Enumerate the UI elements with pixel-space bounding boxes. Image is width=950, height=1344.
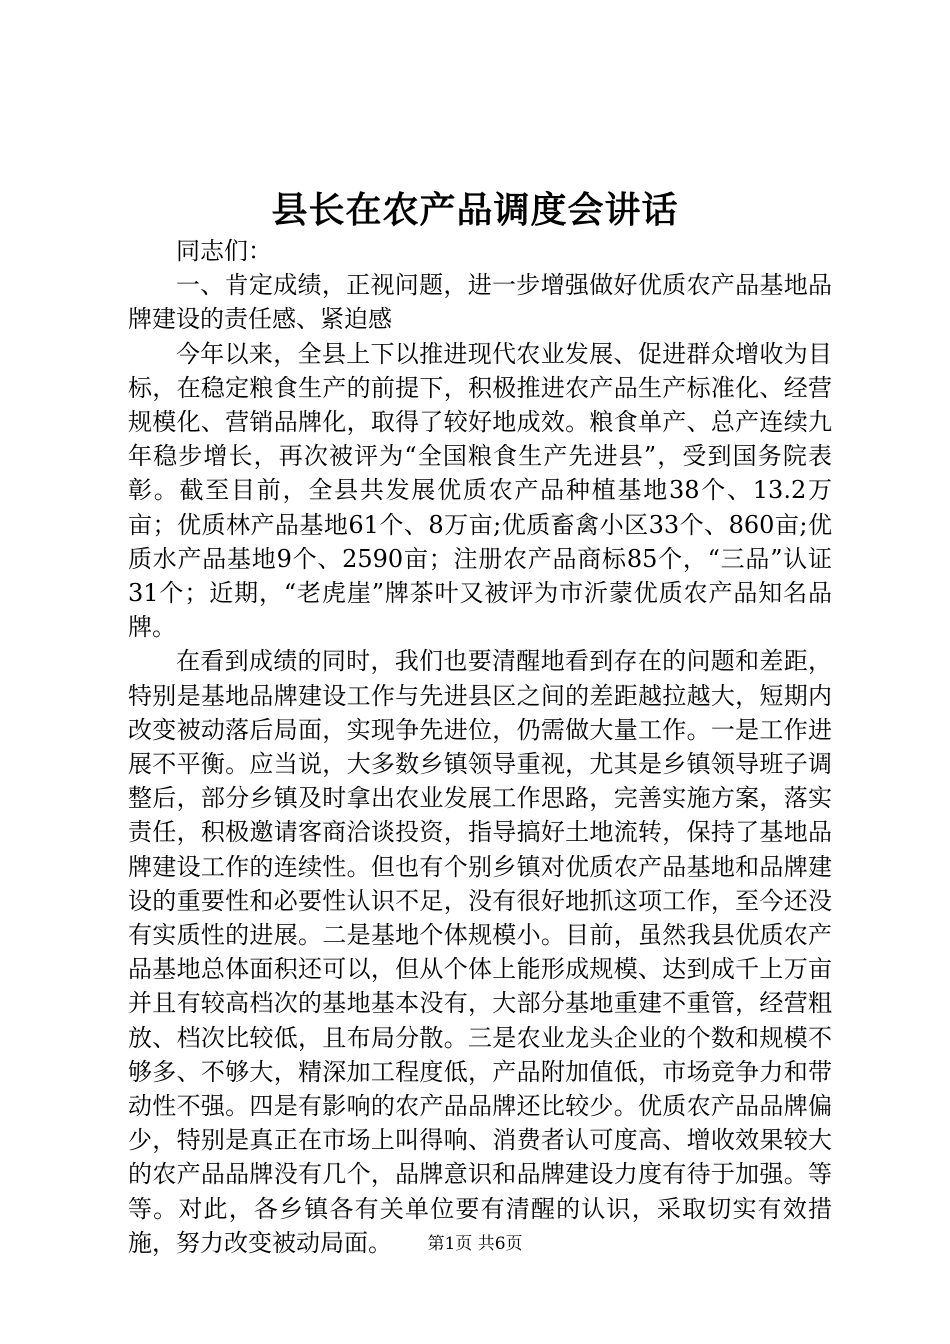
document-title: 县长在农产品调度会讲话: [271, 189, 679, 231]
salutation-paragraph: 同志们：: [176, 237, 272, 265]
document-body: [128, 234, 832, 1260]
page-number-footer: 第1页 共6页: [427, 1234, 523, 1254]
problems-paragraph: 在看到成绩的同时，我们也要清醒地看到存在的问题和差距，特别是基地品牌建设工作与先进县区之间的差距越拉越大，短期内改变被动落后局面，实现争先进位，仍需做大量工作。一是工作进展不平衡。应当说，大多数乡镇领导重视，尤其是乡镇领导班子调整后，部分乡镇及时拿出农业发展工作思路，完善实施方案，落实责任，积极邀请客商洽谈投资，指导搞好土地流转，保持了基地品牌建设工作的连续性。但也有个别乡镇对优质农产品基地和品牌建设的重要性和必要性认识不足，没有很好地抓这项工作，至今还没有实质性的进展。二是基地个体规模小。目前，虽然我县优质农产品基地总体面积还可以，但从个体上能形成规模、达到成千上万亩并且有较高档次的基地基本没有，大部分基地重建不重管，经营粗放、档次比较低，且布局分散。三是农业龙头企业的个数和规模不够多、不够大，精深加工程度低，产品附加值低，市场竞争力和带动性不强。四是有影响的农产品品牌还比较少。优质农产品品牌偏少，特别是真正在市场上叫得响、消费者认可度高、增收效果较大的农产品品牌没有几个，品牌意识和品牌建设力度有待于加强。等等。对此，各乡镇各有关单位要有清醒的认识，采取切实有效措施，努力改变被动局面。: [128, 647, 832, 1257]
section-heading-paragraph: 一、肯定成绩，正视问题，进一步增强做好优质农产品基地品牌建设的责任感、紧迫感: [128, 271, 832, 334]
achievements-paragraph: 今年以来，全县上下以推进现代农业发展、促进群众增收为目标，在稳定粮食生产的前提下，积极推进农产品生产标准化、经营规模化、营销品牌化，取得了较好地成效。粮食单产、总产连续九年稳步增长，再次被评为“全国粮食生产先进县”，受到国务院表彰。截至目前，全县共发展优质农产品种植基地38个、13.2万亩；优质林产品基地61个、8万亩;优质畜禽小区33个、860亩;优质水产品基地9个、2590亩；注册农产品商标85个，“三品”认证31个；近期，“老虎崖”牌茶叶又被评为市沂蒙优质农产品知名品牌。: [128, 339, 832, 642]
